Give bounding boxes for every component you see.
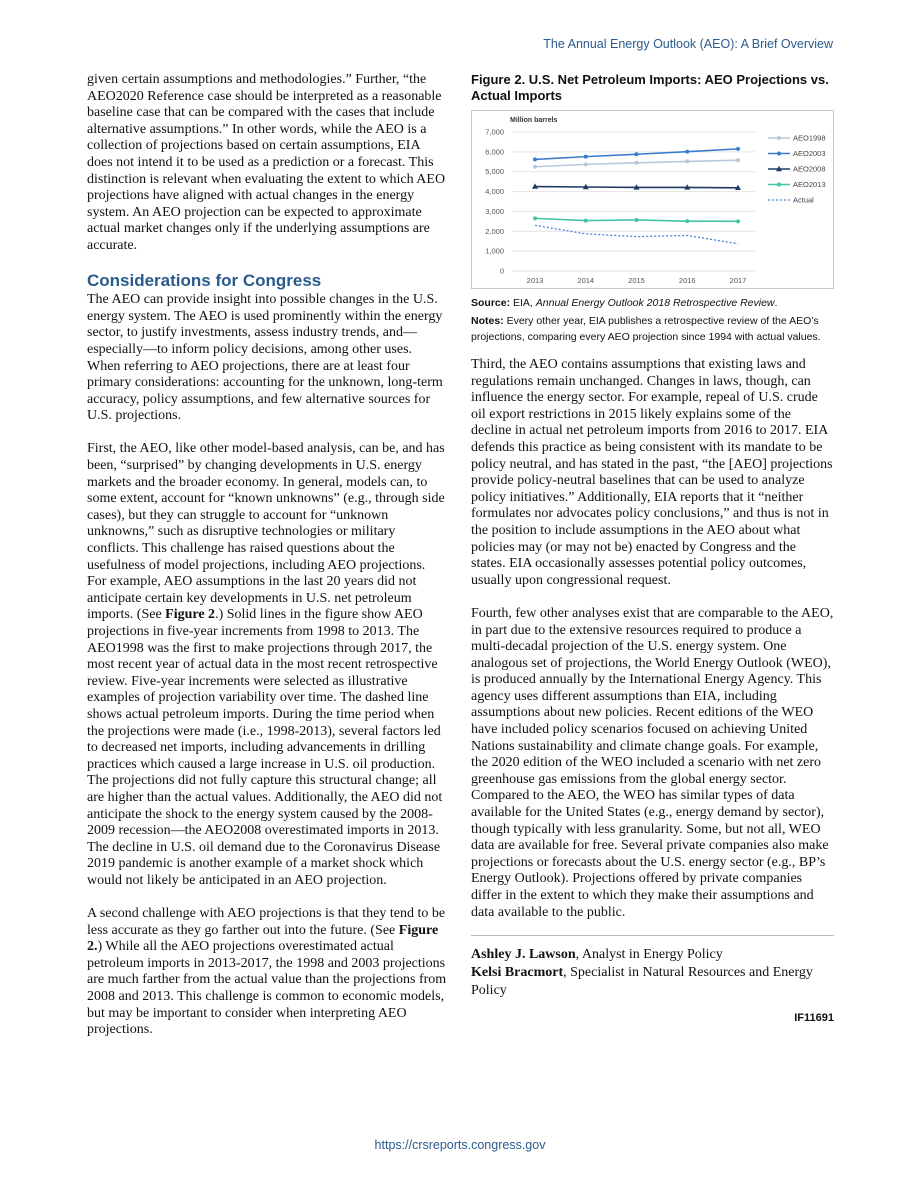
chart-y-tick-label: 5,000 (485, 167, 504, 177)
fourth-consideration-paragraph: Fourth, few other analyses exist that are comparable to the AEO, in part due to the extensive resources required to produce a multi-decadal projection of the U.S. energy system. One analogous set of projections, the World Energy Outlook (WEO), is produced annually by the International Energy Agency. This agency uses different assumptions than EIA, including assumptions about new policies. Recent editions of the WEO have included policy scenarios focused on achieving United Nations sustainability and climate change goals. For example, the 2020 edition of the WEO included a scenario with net zero greenhouse gas emissions from the global energy sector. Compared to the AEO, the WEO has similar types of data available for the United States (e.g., energy demand by sector), though typically with less granularity. Some, but not all, WEO data are available for free. Several private companies also make projections or forecasts about the U.S. energy sector (e.g., BP’s Energy Outlook). Projections offered by private companies differ in the extent to which they make their assumptions and data available to the public. (471, 605, 834, 920)
author-role-2: , Specialist in Natural Resources and Energy Policy (471, 965, 813, 999)
chart-point-aeo2013 (736, 219, 740, 223)
document-id: IF11691 (794, 1012, 834, 1025)
figure-2-reference-2: Figure 2. (87, 922, 439, 955)
chart-point-aeo1998 (584, 162, 588, 166)
figure-notes (471, 313, 834, 345)
chart-point-aeo2013 (685, 219, 689, 223)
footer-url-link[interactable]: https://crsreports.congress.gov (374, 1138, 546, 1152)
chart-point-aeo2003 (533, 157, 537, 161)
author-line-2 (471, 964, 834, 1000)
chart-y-tick-label: 2,000 (485, 226, 504, 236)
figure-source (471, 295, 834, 311)
chart-point-aeo2013 (584, 219, 588, 223)
chart-x-tick-label: 2013 (526, 276, 544, 285)
chart-legend-label-actual: Actual (793, 195, 814, 205)
source-text-a: EIA, (510, 297, 536, 309)
chart-y-axis-label: Million barrels (510, 117, 558, 124)
chart-y-tick-label: 4,000 (485, 187, 504, 197)
author-name-2: Kelsi Bracmort (471, 965, 564, 981)
second-paragraph-text-a: A second challenge with AEO projections is that they tend to be less accurate as they go farther out into the future. (See (87, 906, 446, 938)
chart-x-tick-label: 2017 (729, 276, 747, 285)
chart-point-aeo2003 (736, 147, 740, 151)
author-role-1: , Analyst in Energy Policy (575, 947, 723, 963)
chart-point-aeo1998 (533, 165, 537, 169)
chart-legend-label-aeo2013: AEO2013 (793, 180, 826, 189)
chart-y-tick-label: 1,000 (485, 246, 504, 256)
left-column (87, 72, 447, 1039)
chart-y-tick-label: 7,000 (485, 127, 504, 137)
intro-paragraph: given certain assumptions and methodologies.” Further, “the AEO2020 Reference case should be interpreted as a reasonable baseline case that can be compared with the cases that include alternative assumptions.” In other words, while the AEO is a collection of projections based on certain assumptions, EIA does not intend it to be used as a prediction or a forecast. This distinction is relevant when evaluating the extent to which AEO projections have aligned with actual changes in the energy system. An AEO projection can be expected to approximate actual market changes only if the underlying assumptions are accurate. (87, 72, 446, 253)
chart-x-tick-label: 2016 (678, 276, 696, 285)
second-consideration-paragraph (87, 906, 447, 1039)
source-text-b: . (774, 297, 778, 309)
chart-y-tick-label: 0 (499, 266, 504, 276)
chart-point-aeo1998 (635, 161, 639, 165)
chart-x-tick-label: 2015 (628, 276, 645, 285)
considerations-paragraph: The AEO can provide insight into possible changes in the U.S. energy system. The AEO is used prominently within the energy sector, to justify investments, assess industry trends, and—especially—to inform policy decisions, among other uses. When referring to AEO projections, there are at least four primary considerations: accounting for the unknown, long-term accuracy, policy assumptions, and few alternative sources for U.S. projections. (87, 292, 443, 424)
first-consideration-paragraph (87, 441, 447, 889)
author-line-1 (471, 946, 834, 964)
figure-title: Figure 2. U.S. Net Petroleum Imports: AEO Projections vs. Actual Imports (471, 72, 829, 103)
chart-legend-label-aeo1998: AEO1998 (793, 133, 826, 143)
chart-point-aeo2003 (685, 150, 689, 154)
source-text-italic: Annual Energy Outlook 2018 Retrospective Review (535, 297, 775, 309)
third-consideration-paragraph: Third, the AEO contains assumptions that existing laws and regulations remain unchanged. Changes in laws, though, can influence the energy sector. For example, repeal of U.S. crude oil export restrictions in 2015 likely explains some of the decline in actual net petroleum imports from 2016 to 2017. EIA defends this practice as being consistent with its mandate to be policy neutral, and has stated in the past, “the [AEO] projections provide policy-neutral baselines that can be used to analyze policy initiatives.” Additionally, EIA reports that it “neither formulates nor advocates policy conclusions,” and thus is not in the position to include assumptions in the AEO about what policies may (or may not be) enacted by Congress and the states. EIA occasionally assesses potential policy outcomes, usually upon congressional request. (471, 357, 833, 588)
chart-point-aeo2013 (533, 216, 537, 220)
notes-label: Notes: (471, 315, 504, 327)
figure-2-chart (471, 110, 834, 289)
right-column (471, 72, 834, 1027)
second-paragraph-text-b: ) While all the AEO projections overestimated actual petroleum imports in 2013-2017, the 1998 and 2003 projections are much farther from the actual value than the projections from 2008 and 2013. This challenge is common to economic models, but may be important to consider when interpreting AEO projections. (87, 939, 447, 1038)
running-header-title: The Annual Energy Outlook (AEO): A Brief Overview (543, 37, 833, 51)
chart-point-aeo1998 (685, 159, 689, 163)
chart-legend-marker-aeo2013 (777, 183, 781, 187)
chart-legend-marker-aeo1998 (777, 136, 781, 140)
notes-text: Every other year, EIA publishes a retrospective review of the AEO’s projections, comparing every AEO projection since 1994 with actual values. (471, 315, 821, 343)
chart-x-tick-label: 2014 (577, 276, 595, 285)
section-heading-considerations: Considerations for Congress (87, 271, 322, 291)
chart-point-aeo2003 (584, 155, 588, 159)
figure-2-reference: Figure 2 (165, 607, 216, 623)
chart-legend-label-aeo2008: AEO2008 (793, 164, 826, 174)
first-paragraph-text-b: .) Solid lines in the figure show AEO projections in five-year increments from 1998 to 2013. The AEO1998 was the first to make projections through 2017, the most recent year of actual data in the most recent retrospective review. Five-year increments were selected as illustrative examples of projection variability over time. The dashed line shows actual petroleum imports. During the time period when the projections were made (i.e., 1998-2013), several factors led to decreased net imports, including advancements in drilling practices which caused a large increase in U.S. oil production. The projections did not fully capture this structural change; all are higher than the actual values. Additionally, the AEO did not anticipate the shock to the energy system caused by the 2008-2009 recession—the AEO2008 overestimated imports in 2013. The decline in U.S. oil demand due to the Coronavirus Disease 2019 pandemic is another example of a market shock which would not likely be anticipated in an AEO projection. (87, 607, 443, 888)
chart-point-aeo1998 (736, 158, 740, 162)
chart-series-line-actual (535, 225, 738, 243)
chart-point-aeo2003 (635, 152, 639, 156)
chart-legend-marker-aeo2003 (777, 152, 781, 156)
chart-point-aeo2013 (635, 218, 639, 222)
source-label: Source: (471, 297, 511, 309)
author-divider (471, 935, 834, 936)
chart-legend-label-aeo2003: AEO2003 (793, 149, 826, 158)
author-name-1: Ashley J. Lawson (471, 947, 576, 963)
chart-svg (472, 111, 833, 288)
first-paragraph-text-a: First, the AEO, like other model-based analysis, can be, and has been, “surprised” by changing developments in U.S. energy markets and the broader economy. In general, models can, to some extent, account for “known unknowns” (e.g., through side cases), but they can struggle to account for “unknown unknowns,” such as disruptive technologies or military conflicts. This challenge has raised questions about the usefulness of model projections, including AEO projections. For example, AEO assumptions in the last 20 years did not anticipate certain key developments in U.S. net petroleum imports. (See (87, 441, 445, 623)
chart-y-tick-label: 3,000 (485, 206, 504, 216)
chart-y-tick-label: 6,000 (485, 147, 504, 157)
